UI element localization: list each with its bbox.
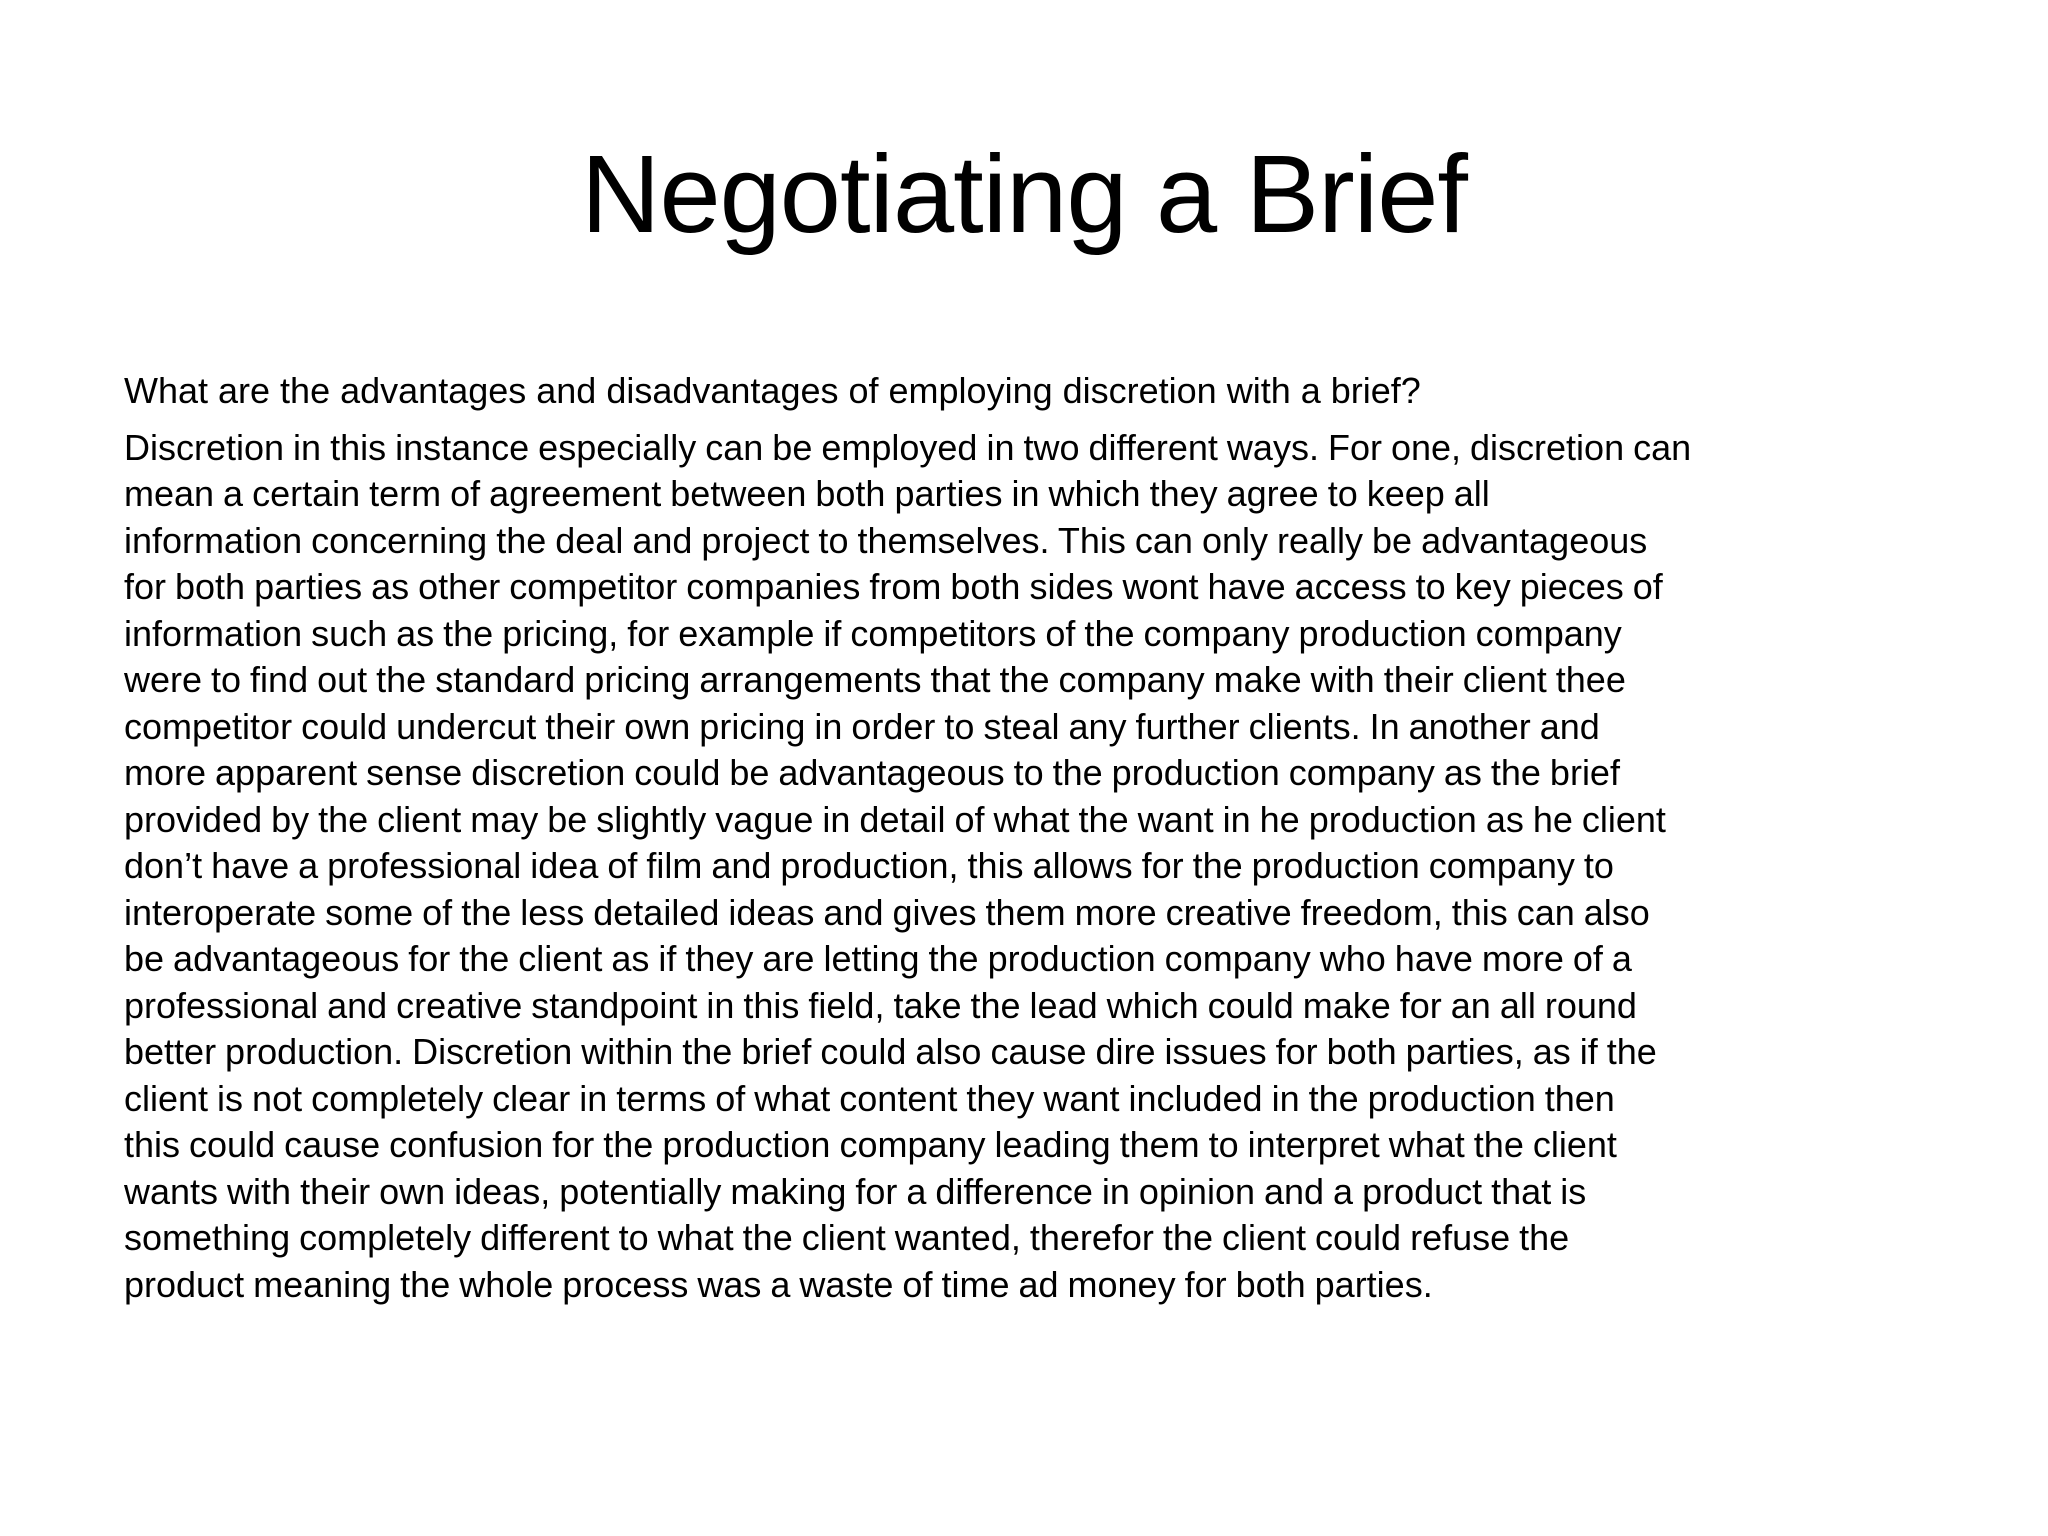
answer-paragraph: [124, 425, 1964, 1309]
answer-line: wants with their own ideas, potentially making for a difference in opinion and a product that is: [124, 1170, 1587, 1212]
answer-line: be advantageous for the client as if they are letting the production company who have more of a: [124, 938, 1632, 979]
answer-line: provided by the client may be slightly vague in detail of what the want in he production as he client: [124, 798, 1666, 840]
answer-line: information concerning the deal and project to themselves. This can only really be advantageous: [124, 519, 1648, 561]
answer-line: product meaning the whole process was a waste of time ad money for both parties.: [124, 1263, 1433, 1305]
answer-line: professional and creative standpoint in this field, take the lead which could make for an all round: [124, 984, 1637, 1026]
answer-line: competitor could undercut their own pricing in order to steal any further clients. In another and: [124, 705, 1600, 747]
answer-line: this could cause confusion for the production company leading them to interpret what the client: [124, 1124, 1617, 1165]
answer-line: something completely different to what the client wanted, therefor the client could refuse the: [124, 1217, 1570, 1258]
answer-line: don’t have a professional idea of film and production, this allows for the production company to: [124, 845, 1614, 886]
answer-line: interoperate some of the less detailed ideas and gives them more creative freedom, this can also: [124, 891, 1650, 933]
answer-line: client is not completely clear in terms of what content they want included in the production then: [124, 1077, 1615, 1119]
answer-line: better production. Discretion within the brief could also cause dire issues for both parties, as if the: [124, 1031, 1657, 1072]
answer-line: more apparent sense discretion could be advantageous to the production company as the brief: [124, 752, 1620, 793]
answer-line: information such as the pricing, for example if competitors of the company production company: [124, 612, 1622, 654]
answer-line: were to find out the standard pricing arrangements that the company make with their client thee: [124, 659, 1626, 700]
question-paragraph: What are the advantages and disadvantages of employing discretion with a brief?: [124, 370, 1421, 411]
answer-line: for both parties as other competitor companies from both sides wont have access to key pieces of: [124, 566, 1663, 607]
answer-line: Discretion in this instance especially can be employed in two different ways. For one, discretion can: [124, 426, 1692, 468]
slide-title: Negotiating a Brief: [581, 133, 1467, 256]
answer-line: mean a certain term of agreement between both parties in which they agree to keep all: [124, 473, 1490, 514]
slide-body: [124, 368, 1964, 1308]
